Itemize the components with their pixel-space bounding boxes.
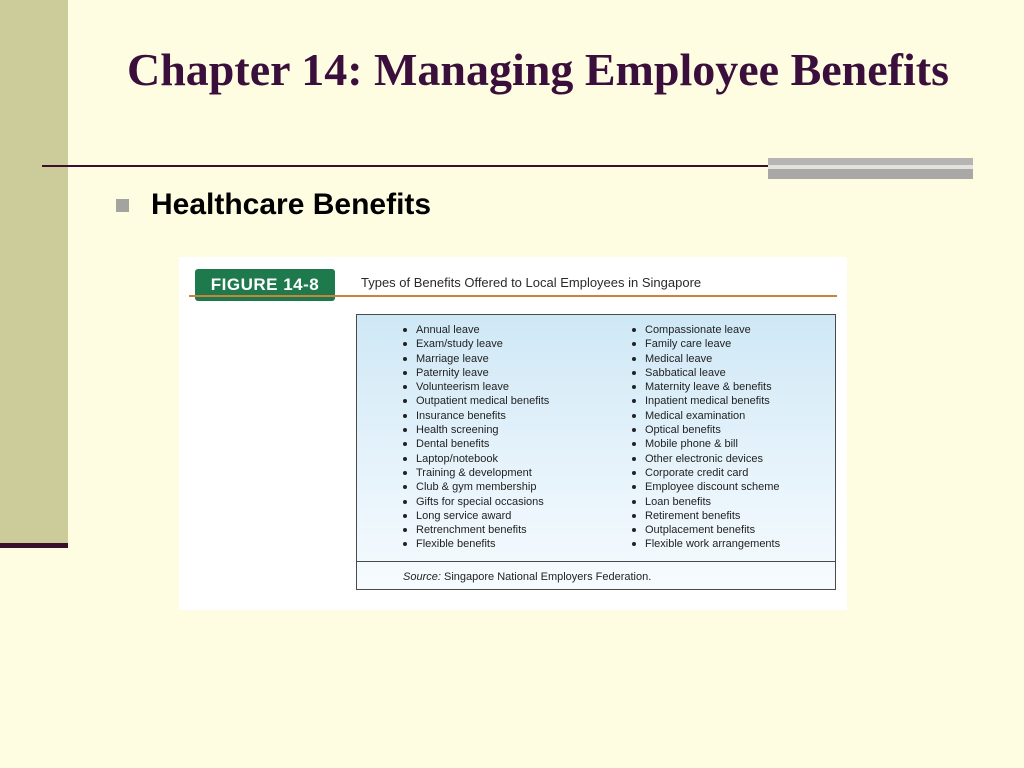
benefit-item: Optical benefits: [632, 423, 780, 437]
benefit-item: Family care leave: [632, 337, 780, 351]
figure-title: Types of Benefits Offered to Local Employees in Singapore: [361, 275, 702, 290]
benefit-item: Marriage leave: [403, 352, 549, 366]
benefit-item: Compassionate leave: [632, 323, 780, 337]
benefit-item: Long service award: [403, 509, 549, 523]
benefit-item: Sabbatical leave: [632, 366, 780, 380]
benefit-item: Employee discount scheme: [632, 480, 780, 494]
benefit-item: Dental benefits: [403, 437, 549, 451]
source-label: Source:: [403, 571, 441, 583]
benefit-item: Loan benefits: [632, 495, 780, 509]
benefit-item: Outpatient medical benefits: [403, 394, 549, 408]
benefit-item: Annual leave: [403, 323, 549, 337]
benefit-item: Club & gym membership: [403, 480, 549, 494]
benefit-item: Medical leave: [632, 352, 780, 366]
benefits-columns: [357, 315, 835, 562]
figure-tag: FIGURE 14-8: [195, 269, 335, 301]
benefit-item: Flexible work arrangements: [632, 537, 780, 551]
figure-divider: [189, 295, 837, 297]
benefits-left-column: [403, 323, 549, 552]
benefits-table: [356, 314, 836, 590]
figure-source: [403, 571, 651, 583]
benefits-right-column: [632, 323, 780, 552]
benefit-item: Other electronic devices: [632, 452, 780, 466]
benefit-item: Outplacement benefits: [632, 523, 780, 537]
square-bullet-icon: [116, 199, 129, 212]
benefit-item: Training & development: [403, 466, 549, 480]
benefit-item: Retirement benefits: [632, 509, 780, 523]
benefit-item: Retrenchment benefits: [403, 523, 549, 537]
benefit-item: Corporate credit card: [632, 466, 780, 480]
benefit-item: Laptop/notebook: [403, 452, 549, 466]
left-decorative-bar: [0, 0, 68, 547]
benefit-item: Medical examination: [632, 409, 780, 423]
source-text: Singapore National Employers Federation.: [443, 571, 652, 583]
bullet-healthcare-benefits: Healthcare Benefits: [151, 188, 432, 221]
title-accent-band: [768, 158, 973, 179]
benefit-item: Insurance benefits: [403, 409, 549, 423]
figure-image: [179, 257, 847, 610]
left-bar-underline: [0, 543, 68, 548]
slide-title: Chapter 14: Managing Employee Benefits: [126, 44, 949, 95]
benefit-item: Gifts for special occasions: [403, 495, 549, 509]
benefit-item: Flexible benefits: [403, 537, 549, 551]
benefit-item: Inpatient medical benefits: [632, 394, 780, 408]
benefit-item: Mobile phone & bill: [632, 437, 780, 451]
benefit-item: Exam/study leave: [403, 337, 549, 351]
benefit-item: Maternity leave & benefits: [632, 380, 780, 394]
benefit-item: Paternity leave: [403, 366, 549, 380]
benefit-item: Health screening: [403, 423, 549, 437]
benefit-item: Volunteerism leave: [403, 380, 549, 394]
